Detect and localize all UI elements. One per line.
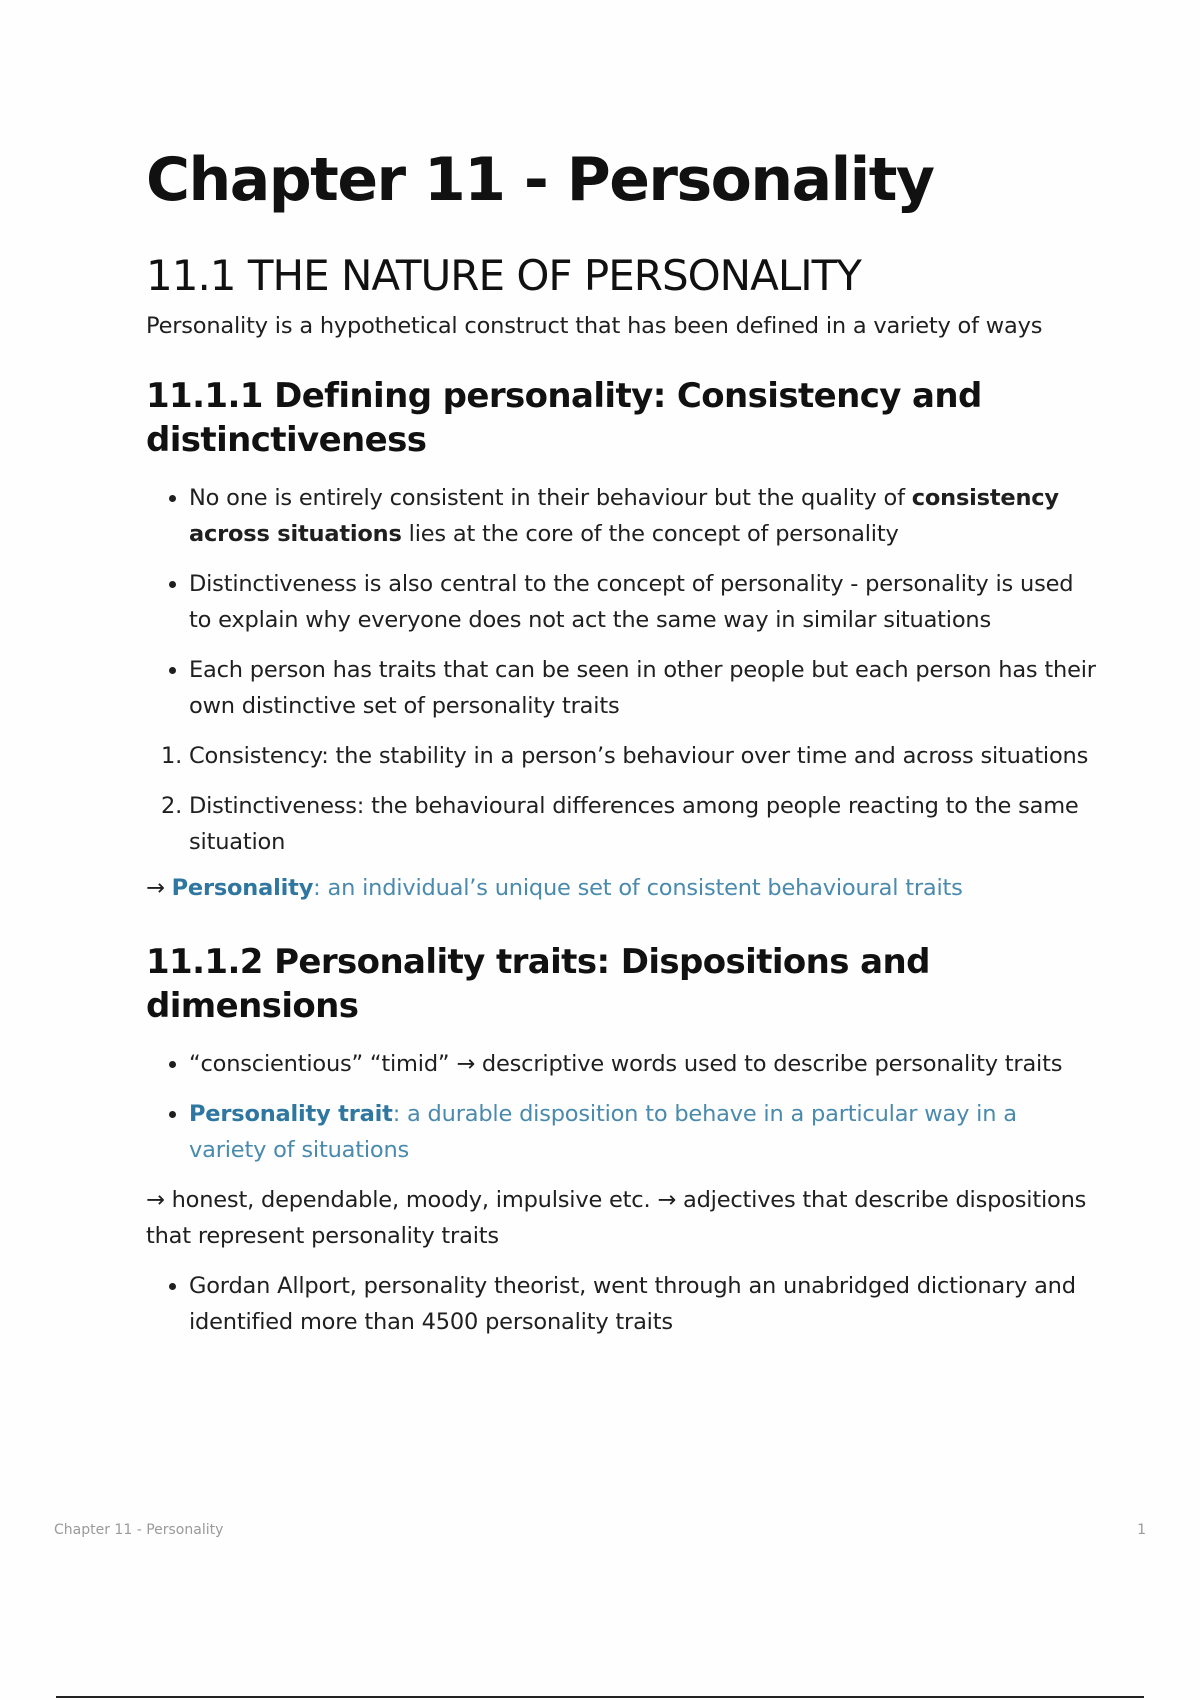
page-divider: [56, 1696, 1144, 1698]
definition-text: : an individual’s unique set of consistent behavioural traits: [313, 875, 963, 901]
definition-term: Personality: [171, 875, 314, 901]
bullet-list-3: [146, 1268, 1096, 1340]
definition-term: Personality trait: [189, 1101, 393, 1127]
subsection-heading-2: 11.1.2 Personality traits: Dispositions and dimensions: [146, 942, 930, 1026]
subsection-heading-1: 11.1.1 Defining personality: Consistency and distinctiveness: [146, 376, 982, 460]
list-item: • Each person has traits that can be seen in other people but each person has their own distinctive set of personality traits: [189, 652, 1096, 724]
bullet-text: No one is entirely consistent in their behaviour but the quality of: [189, 485, 912, 511]
section-intro: Personality is a hypothetical construct that has been defined in a variety of ways: [146, 313, 1043, 339]
list-item: 2. Distinctiveness: the behavioural differences among people reacting to the same situation: [189, 788, 1096, 860]
list-item: [189, 1096, 1096, 1168]
definition-text: : a durable disposition to behave in a particular way in a variety of situations: [189, 1101, 1017, 1163]
bullet-text: lies at the core of the concept of personality: [401, 521, 899, 547]
definition-personality: [146, 870, 1096, 906]
definition: [189, 1101, 1017, 1163]
page-content: [146, 138, 1096, 1340]
arrow-text: →: [146, 875, 172, 901]
list-item: • “conscientious” “timid” → descriptive words used to describe personality traits: [189, 1046, 1096, 1082]
section-heading: 11.1 THE NATURE OF PERSONALITY: [146, 251, 861, 300]
bullet-list-1: [146, 480, 1096, 724]
numbered-list: [146, 738, 1096, 860]
footer-title: Chapter 11 - Personality: [54, 1522, 224, 1538]
definition: [172, 875, 963, 901]
page-title: Chapter 11 - Personality: [146, 145, 934, 215]
list-item: • Gordan Allport, personality theorist, went through an unabridged dictionary and identified more than 4500 personality traits: [189, 1268, 1096, 1340]
trait-adjectives-paragraph: → honest, dependable, moody, impulsive etc. → adjectives that describe dispositions that represent personality traits: [146, 1187, 1087, 1249]
list-item: [189, 480, 1096, 552]
list-item: 1. Consistency: the stability in a person’s behaviour over time and across situations: [189, 738, 1096, 774]
bold-text: consistency across situations: [189, 485, 1059, 547]
list-item: • Distinctiveness is also central to the concept of personality - personality is used to explain why everyone does not act the same way in similar situations: [189, 566, 1096, 638]
page-number: 1: [1137, 1522, 1146, 1538]
bullet-list-2: [146, 1046, 1096, 1168]
